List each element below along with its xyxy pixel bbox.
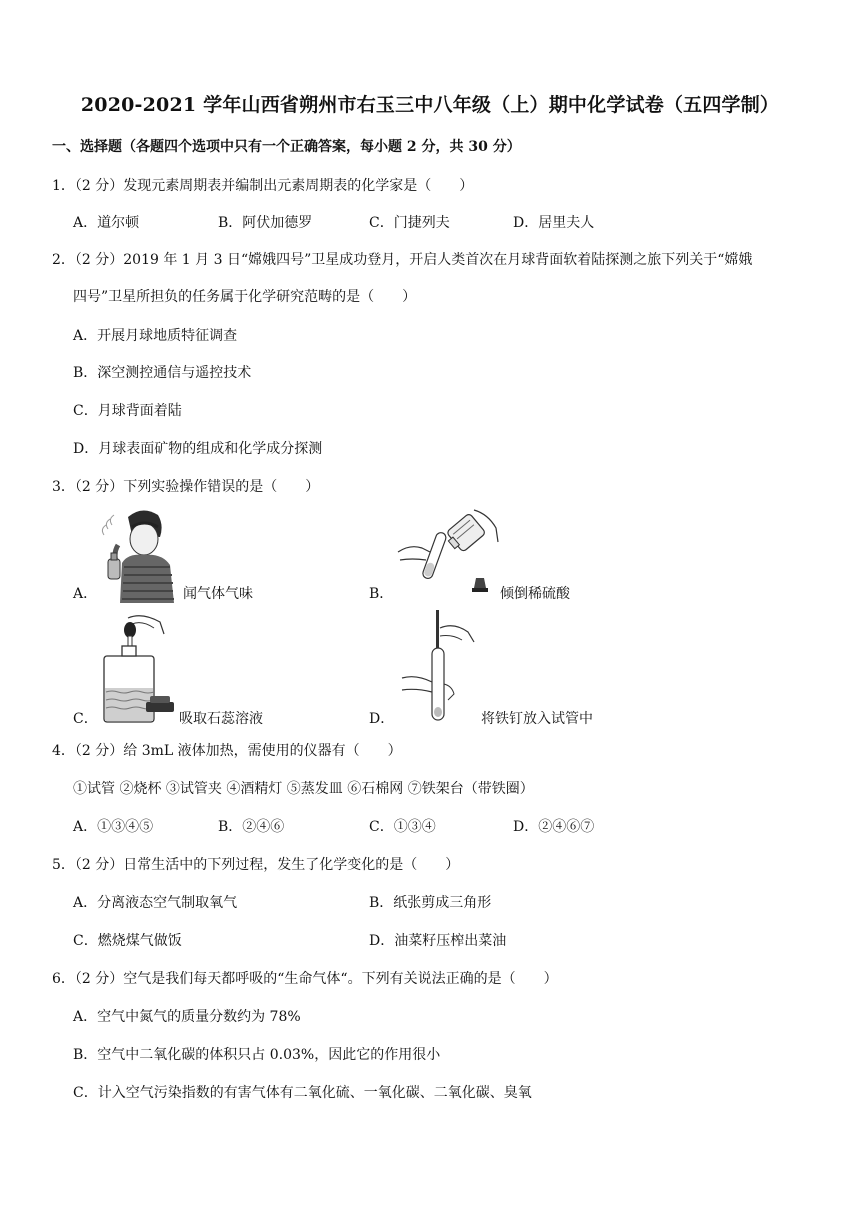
q2-option-a: A．开展月球地质特征调查 [73,328,238,344]
question-2-stem-line2: 四号”卫星所担负的任务属于化学研究范畴的是（ ） [73,289,417,305]
q4-option-d: D．②④⑥⑦ [513,819,595,835]
q5-option-b: B．纸张剪成三角形 [369,895,492,911]
q3-option-a-caption: 闻气体气味 [183,586,253,602]
q4-option-c: C．①③④ [369,819,436,835]
pour-acid-illustration [396,508,500,600]
question-3-stem: 3．（2 分）下列实验操作错误的是（ ） [52,479,320,495]
q5-option-d: D．油菜籽压榨出菜油 [369,933,507,949]
q5-option-a: A．分离液态空气制取氧气 [73,895,238,911]
question-1-stem: 1．（2 分）发现元素周期表并编制出元素周期表的化学家是（ ） [52,178,474,194]
q3-option-a-letter: A． [73,586,98,602]
q6-option-b: B．空气中二氧化碳的体积只占 0.03%，因此它的作用很小 [73,1047,441,1063]
q2-option-d: D．月球表面矿物的组成和化学成分探测 [73,441,323,457]
question-2-stem-line1: 2．（2 分）2019 年 1 月 3 日“嫦娥四号”卫星成功登月，开启人类首次在月球背面软着陆探测之旅下列关于“嫦娥 [52,252,753,268]
q3-option-b-caption: 倾倒稀硫酸 [500,586,570,602]
q1-option-c: C．门捷列夫 [369,215,450,231]
exam-title: 2020-2021 学年山西省朔州市右玉三中八年级（上）期中化学试卷（五四学制） [80,94,780,116]
question-6-stem: 6．（2 分）空气是我们每天都呼吸的“生命气体“。下列有关说法正确的是（ ） [52,971,558,987]
q6-option-c: C．计入空气污染指数的有害气体有二氧化硫、一氧化碳、二氧化碳、臭氧 [73,1085,532,1101]
q3-option-d-letter: D． [369,711,395,727]
q6-option-a: A．空气中氮气的质量分数约为 78% [73,1009,301,1025]
q3-option-d-caption: 将铁钉放入试管中 [481,711,593,727]
q1-option-b: B．阿伏加德罗 [218,215,313,231]
q4-item-list: ①试管 ②烧杯 ③试管夹 ④酒精灯 ⑤蒸发皿 ⑥石棉网 ⑦铁架台（带铁圈） [73,781,534,797]
q4-option-a: A．①③④⑤ [73,819,154,835]
q1-option-a: A．道尔顿 [73,215,140,231]
dropper-bottle-illustration [98,612,182,728]
q4-option-b: B．②④⑥ [218,819,285,835]
smell-gas-illustration [98,505,182,603]
question-4-stem: 4．（2 分）给 3mL 液体加热，需使用的仪器有（ ） [52,743,402,759]
nail-tube-illustration [396,608,480,724]
q3-option-c-letter: C． [73,711,98,727]
q1-option-d: D．居里夫人 [513,215,595,231]
q5-option-c: C．燃烧煤气做饭 [73,933,182,949]
section-heading: 一、选择题（各题四个选项中只有一个正确答案，每小题 2 分，共 30 分） [52,139,521,155]
q2-option-c: C．月球背面着陆 [73,403,182,419]
q2-option-b: B．深空测控通信与遥控技术 [73,365,252,381]
q3-option-b-letter: B． [369,586,394,602]
q3-option-c-caption: 吸取石蕊溶液 [179,711,263,727]
question-5-stem: 5．（2 分）日常生活中的下列过程，发生了化学变化的是（ ） [52,857,460,873]
